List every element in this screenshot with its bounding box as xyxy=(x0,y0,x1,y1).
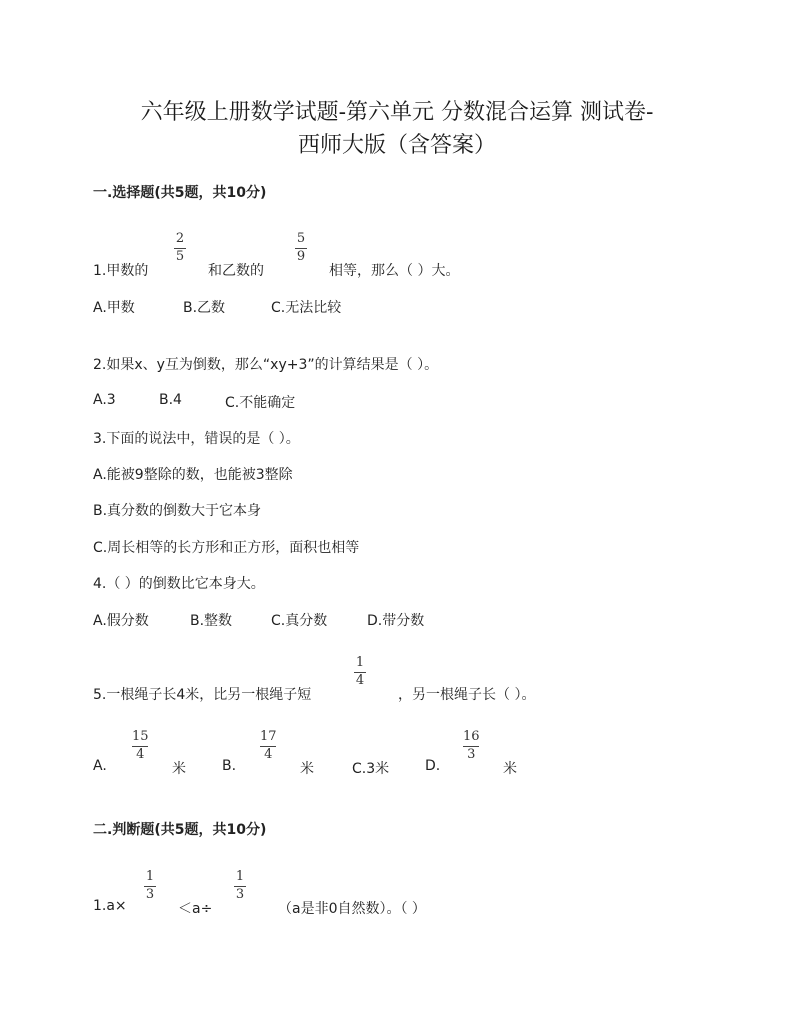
q4-option-b: B.整数 xyxy=(190,613,233,629)
q5-option-b-label: B. xyxy=(222,758,237,774)
q4-text: 4.（ ）的倒数比它本身大。 xyxy=(93,576,265,592)
q3-option-b: B.真分数的倒数大于它本身 xyxy=(93,503,262,519)
fraction-denominator: 3 xyxy=(145,887,155,902)
q5-option-c: C.3米 xyxy=(352,761,390,777)
q5-option-a-unit: 米 xyxy=(172,761,186,777)
j1-text-part-3: （a是非0自然数）。（ ） xyxy=(278,901,426,917)
q1-text-part-3: 相等，那么（ ）大。 xyxy=(329,263,460,279)
q4-option-c: C.真分数 xyxy=(271,613,328,629)
q5-option-d-label: D. xyxy=(425,758,441,774)
q1-option-b: B.乙数 xyxy=(183,300,226,316)
fraction-numerator: 2 xyxy=(175,231,185,246)
q4-option-d: D.带分数 xyxy=(367,613,425,629)
fraction-numerator: 1 xyxy=(235,869,245,884)
fraction-denominator: 5 xyxy=(175,249,185,264)
j1-fraction-1 xyxy=(144,870,156,902)
page-title-line-1: 六年级上册数学试题-第六单元 分数混合运算 测试卷- xyxy=(140,100,654,125)
q2-option-b: B.4 xyxy=(159,392,182,408)
fraction-denominator: 4 xyxy=(264,747,273,762)
j1-fraction-2 xyxy=(234,870,246,902)
q2-option-a: A.3 xyxy=(93,392,116,408)
fraction-numerator: 17 xyxy=(260,729,277,744)
fraction-denominator: 9 xyxy=(296,249,306,264)
q3-text: 3.下面的说法中，错误的是（ ）。 xyxy=(93,431,300,447)
q5-option-a-label: A. xyxy=(93,758,107,774)
q1-option-a: A.甲数 xyxy=(93,300,135,316)
section-heading-choice: 一.选择题(共5题，共10分) xyxy=(93,185,267,201)
q5-option-d-fraction xyxy=(463,730,480,762)
fraction-denominator: 3 xyxy=(467,747,476,762)
q1-fraction-2 xyxy=(295,232,307,264)
fraction-numerator: 16 xyxy=(463,729,480,744)
page-title-line-2: 西师大版（含答案） xyxy=(297,133,496,158)
fraction-denominator: 4 xyxy=(355,673,365,688)
fraction-denominator: 4 xyxy=(136,747,145,762)
q4-option-a: A.假分数 xyxy=(93,613,149,629)
q1-fraction-1 xyxy=(174,232,186,264)
q5-fraction xyxy=(354,656,366,688)
q1-text-part-1: 1.甲数的 xyxy=(93,263,149,279)
j1-text-part-2: ＜a÷ xyxy=(178,901,213,917)
fraction-numerator: 5 xyxy=(296,231,306,246)
fraction-numerator: 15 xyxy=(132,729,149,744)
section-heading-judgement: 二.判断题(共5题，共10分) xyxy=(93,822,267,838)
q2-option-c: C.不能确定 xyxy=(225,395,296,411)
q5-text-part-1: 5.一根绳子长4米，比另一根绳子短 xyxy=(93,687,312,703)
fraction-denominator: 3 xyxy=(235,887,245,902)
fraction-numerator: 1 xyxy=(355,655,365,670)
q1-text-part-2: 和乙数的 xyxy=(208,263,264,279)
q2-text: 2.如果x、y互为倒数，那么“xy+3”的计算结果是（ ）。 xyxy=(93,357,439,373)
fraction-numerator: 1 xyxy=(145,869,155,884)
q5-option-d-unit: 米 xyxy=(503,761,517,777)
q5-option-a-fraction xyxy=(132,730,149,762)
q5-text-part-2: ，另一根绳子长（ ）。 xyxy=(398,687,536,703)
q3-option-c: C.周长相等的长方形和正方形，面积也相等 xyxy=(93,540,360,556)
q5-option-b-unit: 米 xyxy=(300,761,314,777)
j1-text-part-1: 1.a× xyxy=(93,898,127,914)
q1-option-c: C.无法比较 xyxy=(271,300,342,316)
q5-option-b-fraction xyxy=(260,730,277,762)
q3-option-a: A.能被9整除的数，也能被3整除 xyxy=(93,467,293,483)
